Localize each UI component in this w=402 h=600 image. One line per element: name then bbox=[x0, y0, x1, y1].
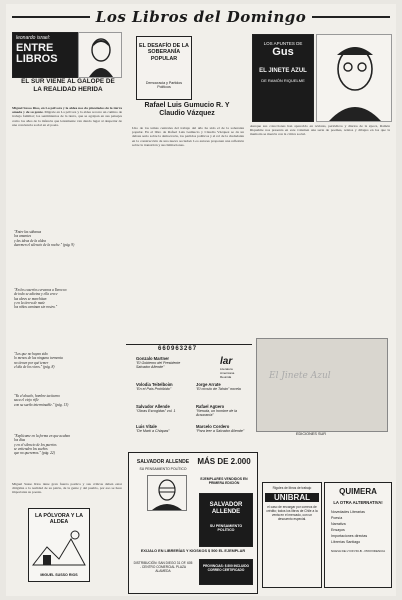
quimera-tag: LA OTRA ALTERNATIVA! bbox=[333, 500, 383, 505]
unibral-ad bbox=[262, 482, 322, 588]
news-item bbox=[136, 356, 192, 369]
news-title: "Para leer a Salvador Allende" bbox=[196, 429, 245, 433]
cover-name: Gus bbox=[272, 46, 294, 58]
news-author: Marcelo Cordero bbox=[196, 424, 230, 429]
list-item: Poesía bbox=[331, 516, 343, 520]
list-item: Librerías Santiago bbox=[331, 540, 361, 544]
list-item: Novedades Literarias bbox=[331, 510, 365, 514]
lar-logo: lar bbox=[220, 356, 233, 367]
article2-body: Uno de los temas centrales del trabajo del año ha sido el de la soberanía popular. En el libro de Rafael Luis Gumucio y Claudio Vázquez se da un debate serio sobre la democracia, los partidos políticos y el rol de la ciudadanía en la construcción de una nueva sociedad. Los autores proponen una reflexión sobre la transición y sus limitaciones. bbox=[132, 126, 244, 147]
cover-title: EL DESAFÍO DE LA SOBERANÍA POPULAR bbox=[139, 43, 189, 62]
news-title: "Obras Escogidas" vol. 1 bbox=[136, 409, 176, 413]
news-author: Luis Vitale bbox=[136, 424, 157, 429]
soberania-book-cover bbox=[136, 36, 192, 100]
sales-count: MÁS DE 2.000 bbox=[197, 457, 251, 466]
news-divider bbox=[126, 344, 252, 345]
quimera-list bbox=[325, 505, 391, 545]
article1-closing: Miguel Susso Ríos tiene gran fuerza poética y sus críticas deben estar dirigidas a la realidad de su patria, de la gente y del pueblo, por eso se hace importante su poesía. bbox=[12, 482, 122, 495]
news-title: "De Martí a Chiapas" bbox=[136, 429, 170, 433]
news-title: "Neruda, un hombre de la Araucanía" bbox=[196, 409, 238, 417]
allende-big-sub: SU PENSAMIENTO POLÍTICO bbox=[209, 524, 243, 533]
jinete-book-cover bbox=[252, 34, 314, 122]
quote-3: "Los que no hayan sido lo menos de las ninguna tormenta no tienen por qué temer el día de los vivos." (pág. 8) bbox=[14, 352, 63, 369]
quote-1: "Entre las sábanas los amantes y las ideas de la aldea duermen el silencio de la noche." (pág. 9) bbox=[14, 230, 75, 247]
news-item bbox=[196, 404, 252, 417]
quimera-ad bbox=[324, 482, 392, 588]
allende-provinces-box bbox=[199, 559, 253, 585]
article1-headline: EL SUR VIENE AL GALOPE DE LA REALIDAD HERIDA bbox=[21, 78, 115, 93]
news-item bbox=[136, 424, 192, 433]
news-author: Gonzalo Martner bbox=[136, 356, 170, 361]
jinete-large-photo bbox=[256, 338, 388, 432]
article1-body-text: Mígrale en La pólvora y la aldea recorre un camino de trabajo familiar; los sentimientos de la tierra, que se agolpan en sus paisajes como los años de la infancia que lentamente van dando lugar al despertar de una conciencia social en el poeta. bbox=[12, 110, 122, 127]
column-author: leonardo israel: bbox=[16, 35, 51, 41]
allende-photo bbox=[147, 475, 187, 511]
column-section: ENTRE LIBROS bbox=[16, 42, 58, 65]
unibral-body: el caso de encargar por correos de crédito; todos los libros de Chile a la venta en el mercado, con un descuento especial. bbox=[266, 505, 318, 521]
cover-top: LOS APUNTES DE bbox=[263, 41, 303, 46]
quimera-address: NUEVA DE LYON 50-B - PROVIDENCIA bbox=[330, 549, 386, 553]
article1-lead-text: Miguel Susso Ríos, en La pólvora y la aldea nos da pincelados de la tierra amada y de su gente. bbox=[12, 106, 122, 115]
news-author: Volodia Teitelboim bbox=[136, 382, 173, 387]
faded-cover-title: El Jinete Azul bbox=[269, 371, 331, 381]
allende-big-name: SALVADOR ALLENDE bbox=[209, 502, 243, 515]
news-title: "En el País Prohibido" bbox=[136, 387, 172, 391]
riquelme-portrait bbox=[316, 34, 392, 122]
allende-subtitle: SU PENSAMIENTO POLÍTICO bbox=[139, 467, 187, 471]
author-portrait bbox=[78, 32, 122, 78]
quote-4: "Ya el abuelo, hombre taciturno saca el viejo rifle con su sueño interminable." (pág. 13) bbox=[14, 394, 69, 407]
quimera-logo: QUIMERA bbox=[339, 487, 377, 496]
village-illustration-icon bbox=[29, 525, 89, 575]
quote-5: "Explícame en la forma en que acaban los días y en el silencio de los puertos se entienden los sueños que no queremos." (pág. 22) bbox=[14, 434, 70, 456]
allende-ad bbox=[128, 452, 258, 594]
book-author: MIGUEL SUSSO RIOS bbox=[40, 573, 78, 577]
lar-line-2: Americana bbox=[220, 371, 235, 375]
allende-distribution: DISTRIBUCIÓN: SAN DIEGO 31 OF. 605 - CENTRO COMERCIAL PLAZA ALAMEDA bbox=[133, 561, 193, 573]
news-item bbox=[136, 404, 192, 413]
sales-count-sub: EJEMPLARES VENDIDOS EN PRIMERA EDICIÓN bbox=[200, 477, 248, 485]
photo-caption: EDICIONES SUR bbox=[296, 432, 326, 436]
news-item bbox=[196, 382, 252, 391]
page-header bbox=[6, 4, 396, 30]
news-title: "El círculo de Tahán" novela bbox=[196, 387, 241, 391]
article2-headline: Rafael Luis Gumucio R. Y Claudio Vázquez bbox=[144, 102, 230, 117]
page-title: Los Libros del Domingo bbox=[95, 8, 307, 26]
allende-portrait-icon bbox=[148, 476, 186, 510]
list-item: Ensayos bbox=[331, 528, 345, 532]
book-title: LA PÓLVORA Y LA ALDEA bbox=[34, 513, 84, 525]
quote-2: "En los caseríos cercanos a Yarocoo de todo se adivina y ella crece las ubres se marchitan y en la tierra de maíz los niños caminan sin rostro." bbox=[14, 288, 67, 310]
lar-line-1: Literatura bbox=[220, 367, 233, 371]
cover-subtitle: Democracia y Partidos Políticos bbox=[145, 81, 183, 90]
lar-publisher-logo bbox=[220, 356, 250, 378]
news-author: Salvador Allende bbox=[136, 404, 170, 409]
news-author: Rafael Agüero bbox=[196, 404, 225, 409]
allende-book-cover bbox=[199, 493, 253, 547]
news-code: 660963267 bbox=[158, 346, 198, 352]
news-title: "El Gobierno del Presidente Salvador Allende" bbox=[136, 361, 181, 369]
newspaper-page bbox=[6, 4, 396, 596]
allende-provinces: PROVINCIAS: $ 800 INCLUIDO CORREO CERTIFICADO bbox=[202, 564, 250, 572]
book-cover-polvora bbox=[28, 508, 90, 582]
cover-author: DE RAMÓN RIQUELME bbox=[261, 78, 305, 83]
list-item: Narrativa bbox=[331, 522, 346, 526]
portrait-drawing-icon bbox=[79, 33, 121, 77]
entre-libros-banner bbox=[12, 32, 78, 78]
news-author: Jorge Arrate bbox=[196, 382, 221, 387]
header-rule-left bbox=[12, 16, 90, 18]
cover-title-jinete: EL JINETE AZUL bbox=[259, 68, 307, 74]
article3-body: Aunque sus colecciones han aparecido en revistas, periódicos y diarios de la época, Ramón Riquelme nos presenta en este volumen una serie de poemas, relatos y dibujos en los que la memoria se mezcla con la crítica social. bbox=[250, 124, 390, 137]
riquelme-drawing-icon bbox=[317, 35, 391, 121]
list-item: Importaciones directas bbox=[331, 534, 368, 538]
article1-lead bbox=[12, 106, 122, 166]
unibral-logo: UNIBRAL bbox=[265, 493, 319, 502]
allende-price: EXIJALO EN LIBRERÍAS Y KIOSKOS $ 500 EL EJEMPLAR bbox=[140, 549, 246, 553]
lar-line-3: Reunida bbox=[220, 375, 232, 378]
news-item bbox=[196, 424, 252, 433]
unibral-top: Rigoles de libros de trabajo bbox=[272, 486, 312, 490]
header-rule-right bbox=[312, 16, 390, 18]
news-item bbox=[136, 382, 192, 391]
allende-name: SALVADOR ALLENDE bbox=[136, 459, 190, 465]
